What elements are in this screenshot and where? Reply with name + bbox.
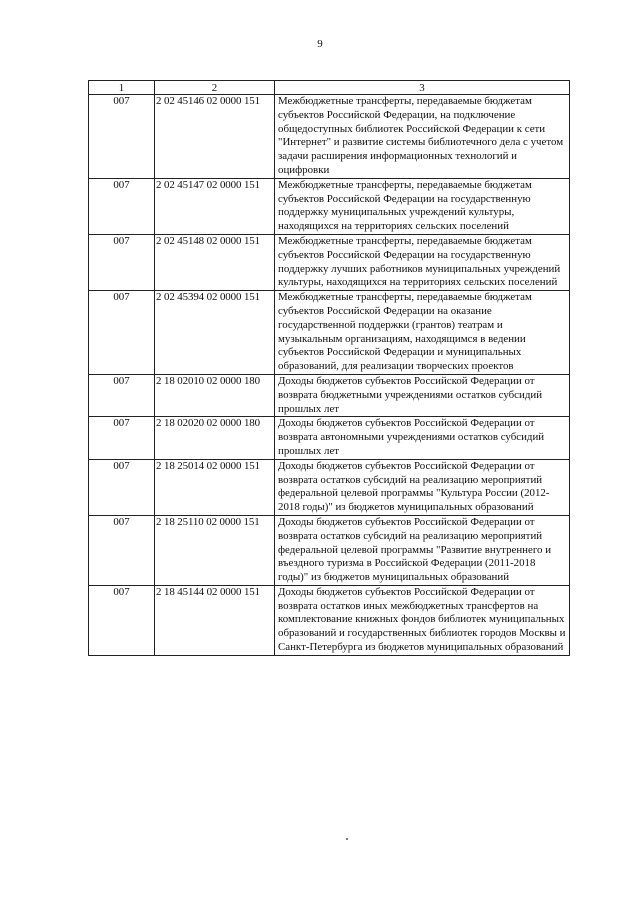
admin-code-cell: 007 — [89, 515, 155, 585]
revenue-name-cell: Доходы бюджетов субъектов Российской Федерации от возврата бюджетными учреждениями остатков субсидий прошлых лет — [275, 374, 570, 416]
column-header-1: 1 — [89, 81, 155, 95]
revenue-codes-table — [88, 80, 570, 656]
admin-code-cell: 007 — [89, 95, 155, 179]
table-row — [89, 585, 570, 655]
revenue-name-cell: Доходы бюджетов субъектов Российской Федерации от возврата остатков субсидий на реализацию мероприятий федеральной целевой программы "Развитие внутреннего и въездного туризма в Российской Федерации (2011-2018 годы)" из бюджетов муниципальных образований — [275, 515, 570, 585]
table-header-row — [89, 81, 570, 95]
revenue-name-cell: Межбюджетные трансферты, передаваемые бюджетам субъектов Российской Федерации на государственную поддержку муниципальных учреждений культуры, находящихся на территориях сельских поселений — [275, 178, 570, 234]
revenue-code-cell: 2 18 02010 02 0000 180 — [155, 374, 275, 416]
revenue-code-cell: 2 18 02020 02 0000 180 — [155, 417, 275, 459]
column-header-2: 2 — [155, 81, 275, 95]
revenue-code-cell: 2 02 45146 02 0000 151 — [155, 95, 275, 179]
admin-code-cell: 007 — [89, 459, 155, 515]
revenue-code-cell: 2 18 25110 02 0000 151 — [155, 515, 275, 585]
revenue-name-cell: Доходы бюджетов субъектов Российской Федерации от возврата остатков субсидий на реализацию мероприятий федеральной целевой программы "Культура России (2012-2018 годы)" из бюджетов муниципальных образований — [275, 459, 570, 515]
revenue-code-cell: 2 02 45148 02 0000 151 — [155, 234, 275, 290]
revenue-name-cell: Доходы бюджетов субъектов Российской Федерации от возврата остатков иных межбюджетных трансфертов на комплектование книжных фондов библиотек муниципальных образований и государственных библиотек городов Москвы и Санкт-Петербурга из бюджетов муниципальных образований — [275, 585, 570, 655]
admin-code-cell: 007 — [89, 234, 155, 290]
revenue-name-cell: Межбюджетные трансферты, передаваемые бюджетам субъектов Российской Федерации на оказание государственной поддержки (грантов) театрам и музыкальным организациям, находящимся в ведении субъектов Российской Федерации и муниципальных образований, для реализации творческих проектов — [275, 291, 570, 375]
admin-code-cell: 007 — [89, 417, 155, 459]
admin-code-cell: 007 — [89, 178, 155, 234]
table-row — [89, 291, 570, 375]
table-row — [89, 234, 570, 290]
revenue-code-cell: 2 18 25014 02 0000 151 — [155, 459, 275, 515]
admin-code-cell: 007 — [89, 291, 155, 375]
revenue-name-cell: Межбюджетные трансферты, передаваемые бюджетам субъектов Российской Федерации, на подключение общедоступных библиотек Российской Федерации к сети "Интернет" и развитие системы библиотечного дела с учетом задачи расширения информационных технологий и оцифровки — [275, 95, 570, 179]
admin-code-cell: 007 — [89, 374, 155, 416]
revenue-code-cell: 2 18 45144 02 0000 151 — [155, 585, 275, 655]
table-row — [89, 417, 570, 459]
revenue-code-cell: 2 02 45147 02 0000 151 — [155, 178, 275, 234]
scan-dot-mark — [346, 838, 348, 840]
page-number: 9 — [317, 38, 323, 50]
revenue-code-cell: 2 02 45394 02 0000 151 — [155, 291, 275, 375]
table-row — [89, 95, 570, 179]
revenue-name-cell: Межбюджетные трансферты, передаваемые бюджетам субъектов Российской Федерации на государственную поддержку лучших работников муниципальных учреждений культуры, находящихся на территориях сельских поселений — [275, 234, 570, 290]
table-row — [89, 178, 570, 234]
table-row — [89, 374, 570, 416]
column-header-3: 3 — [275, 81, 570, 95]
admin-code-cell: 007 — [89, 585, 155, 655]
table-row — [89, 459, 570, 515]
table-row — [89, 515, 570, 585]
revenue-name-cell: Доходы бюджетов субъектов Российской Федерации от возврата автономными учреждениями остатков субсидий прошлых лет — [275, 417, 570, 459]
